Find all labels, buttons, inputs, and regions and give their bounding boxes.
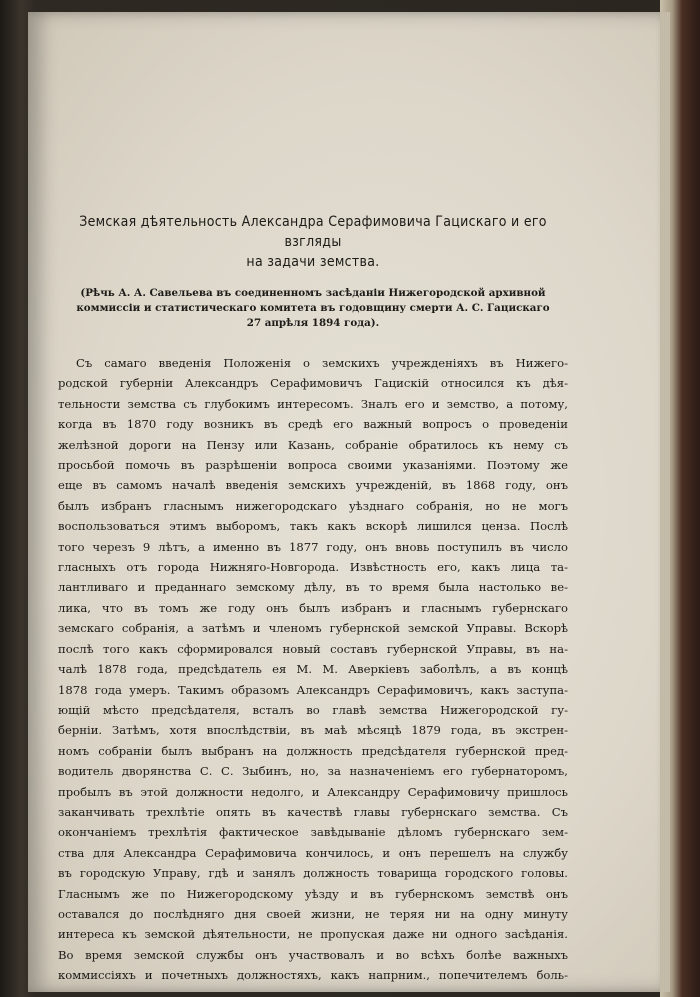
body-line: лантливаго и преданнаго земскому дѣлу, въ то время была настолько ве- <box>58 580 568 595</box>
body-line: того черезъ 9 лѣтъ, а именно въ 1877 году, онъ вновь поступилъ въ число <box>58 539 568 554</box>
body-line: когда въ 1870 году возникъ въ средѣ его важный вопросъ о проведеніи <box>58 417 568 432</box>
body-line: въ городскую Управу, гдѣ и занялъ должность товарища городского головы. <box>58 866 568 881</box>
body-line: Во время земской службы онъ участвовалъ и во всѣхъ болѣе важныхъ <box>58 947 568 962</box>
body-line: еще въ самомъ началѣ введенія земскихъ учрежденій, въ 1868 году, онъ <box>58 478 568 493</box>
body-line: водитель дворянства С. С. Зыбинъ, но, за назначеніемъ его губернаторомъ, <box>58 764 568 779</box>
body-line: окончаніемъ трехлѣтія фактическое завѣдываніе дѣломъ губернскаго зем- <box>58 825 568 840</box>
article-subtitle-line: (Рѣчь А. А. Савельева въ соединенномъ засѣданіи Нижегородской архивной <box>80 287 546 299</box>
body-line: берніи. Затѣмъ, хотя впослѣдствіи, въ маѣ мѣсяцѣ 1879 года, въ экстрен- <box>58 723 568 738</box>
body-line: гласныхъ отъ города Нижняго-Новгорода. Извѣстность его, какъ лица та- <box>58 560 568 575</box>
body-line: тельности земства съ глубокимъ интересомъ. Зналъ его и земство, а потому, <box>58 396 568 411</box>
body-line: чалѣ 1878 года, предсѣдатель ея М. М. Аверкіевъ заболѣлъ, а въ концѣ <box>58 662 568 677</box>
body-line: пробылъ въ этой должности недолго, и Александру Серафимовичу пришлось <box>58 784 568 799</box>
body-line: оставался до послѣдняго дня своей жизни, не теряя ни на одну минуту <box>58 906 568 921</box>
body-line: послѣ того какъ сформировался новый составъ губернской Управы, въ на- <box>58 641 568 656</box>
body-line: былъ избранъ гласнымъ нижегородскаго уѣзднаго собранія, но не могъ <box>58 498 568 513</box>
body-line: заканчивать трехлѣтіе опять въ качествѣ главы губернскаго земства. Съ <box>58 804 568 819</box>
page-stack-edge <box>660 12 670 992</box>
body-line: 1878 года умеръ. Такимъ образомъ Александръ Серафимовичъ, какъ заступа- <box>58 682 568 697</box>
article-subtitle-line: коммиссіи и статистическаго комитета въ годовщину смерти А. С. Гацискаго <box>76 302 550 314</box>
body-line: интереса къ земской дѣятельности, не пропуская даже ни одного засѣданія. <box>58 927 568 942</box>
body-line: ющій мѣсто предсѣдателя, всталъ во главѣ земства Нижегородской гу- <box>58 702 568 717</box>
body-line: желѣзной дороги на Пензу или Казань, собраніе обратилось къ нему съ <box>58 437 568 452</box>
body-line: ства для Александра Серафимовича кончилось, и онъ перешелъ на службу <box>58 845 568 860</box>
article-title <box>58 212 568 272</box>
article-title-line: на задачи земства. <box>246 254 380 270</box>
body-line: Гласнымъ же по Нижегородскому уѣзду и въ губернскомъ земствѣ онъ <box>58 886 568 901</box>
body-line: земскаго собранія, а затѣмъ и членомъ губернской земской Управы. Вскорѣ <box>58 621 568 636</box>
page-content <box>58 212 568 986</box>
body-line: воспользоваться этимъ выборомъ, такъ какъ вскорѣ лишился ценза. Послѣ <box>58 519 568 534</box>
body-line: просьбой помочь въ разрѣшеніи вопроса своими указаніями. Поэтому же <box>58 458 568 473</box>
article-subtitle-line: 27 апрѣля 1894 года). <box>246 317 380 329</box>
body-line: номъ собраніи былъ выбранъ на должность предсѣдателя губернской пред- <box>58 743 568 758</box>
body-line: коммиссіяхъ и почетныхъ должностяхъ, какъ напрним., попечителемъ боль- <box>58 968 568 983</box>
article-subtitle <box>58 286 568 331</box>
body-line: Съ самаго введенія Положенія о земскихъ учрежденіяхъ въ Нижего- <box>76 356 568 370</box>
body-line: лика, что въ томъ же году онъ былъ избранъ и гласнымъ губернскаго <box>58 600 568 615</box>
body-line: родской губерніи Александръ Серафимовичъ Гацискій относился къ дѣя- <box>58 376 568 391</box>
article-title-line: Земская дѣятельность Александра Серафимовича Гацискаго и его взгляды <box>79 214 547 250</box>
article-body <box>58 353 568 986</box>
